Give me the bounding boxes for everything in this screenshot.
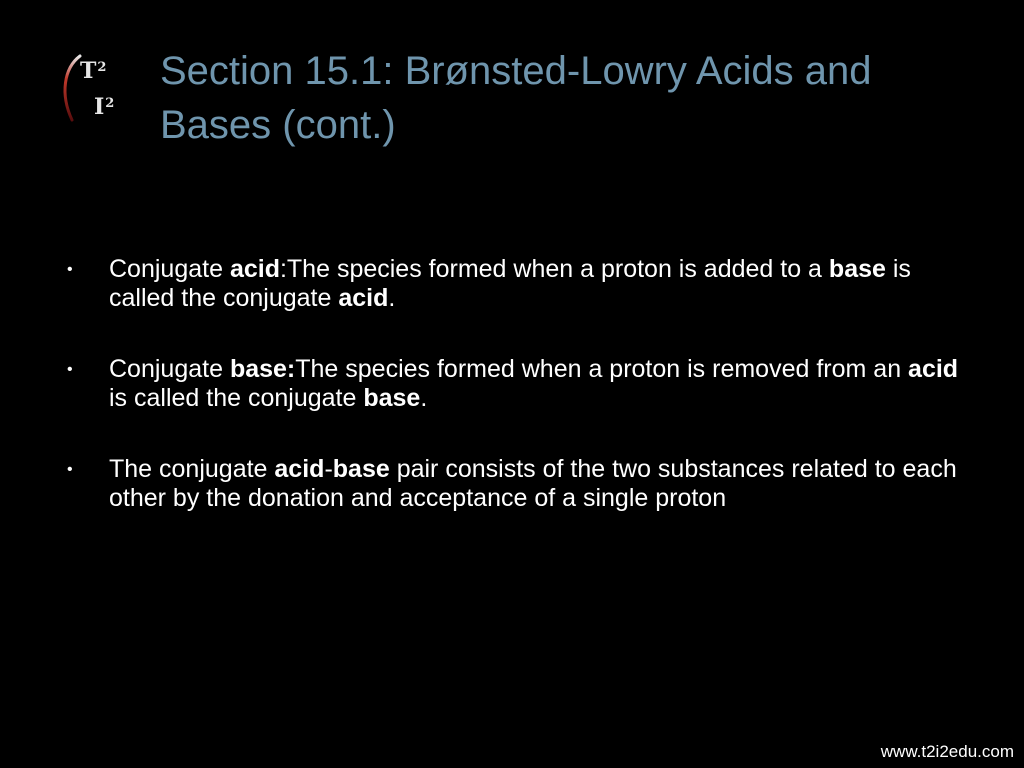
bullet-bold-term: base [828, 255, 886, 283]
bullet-text: . [420, 384, 428, 412]
bullet-text: pair consists of the two substances related to each other by the donation and acceptance of a single proton [109, 455, 957, 512]
logo-t-letter: $T^2$ [80, 58, 107, 84]
bullet-item [64, 255, 964, 313]
bullet-marker: • [67, 361, 73, 378]
bullet-text: The species formed when a proton is removed from an [295, 355, 909, 383]
footer-url: www.t2i2edu.com [880, 742, 1014, 761]
bullet-text: is called the conjugate [109, 255, 911, 312]
bullet-text: Conjugate [109, 355, 230, 383]
bullet-text: - [324, 455, 333, 483]
bullet-bold-term: : [286, 355, 296, 383]
bullet-text: . [388, 284, 396, 312]
t2i2-logo [58, 50, 132, 128]
bullet-bold-term: acid [274, 455, 325, 483]
bullet-text: is called the conjugate [109, 384, 364, 412]
bullet-bold-term: base [363, 384, 421, 412]
bullet-bold-term: base [332, 455, 390, 483]
bullet-item [64, 455, 964, 513]
bullet-marker: • [67, 261, 73, 278]
bullet-text: The conjugate [109, 455, 275, 483]
bullet-list [64, 255, 964, 555]
bullet-marker: • [67, 461, 73, 478]
logo-i-letter: $I^2$ [94, 94, 115, 120]
bullet-text: :The species formed when a proton is added to a [279, 255, 829, 283]
bullet-bold-term: acid [908, 355, 959, 383]
slide-title: Section 15.1: Brønsted-Lowry Acids and Bases (cont.) [160, 49, 872, 147]
bullet-text: Conjugate [109, 255, 230, 283]
bullet-bold-term: acid [338, 284, 389, 312]
bullet-bold-term: base [229, 355, 287, 383]
bullet-item [64, 355, 964, 413]
bullet-bold-term: acid [229, 255, 280, 283]
